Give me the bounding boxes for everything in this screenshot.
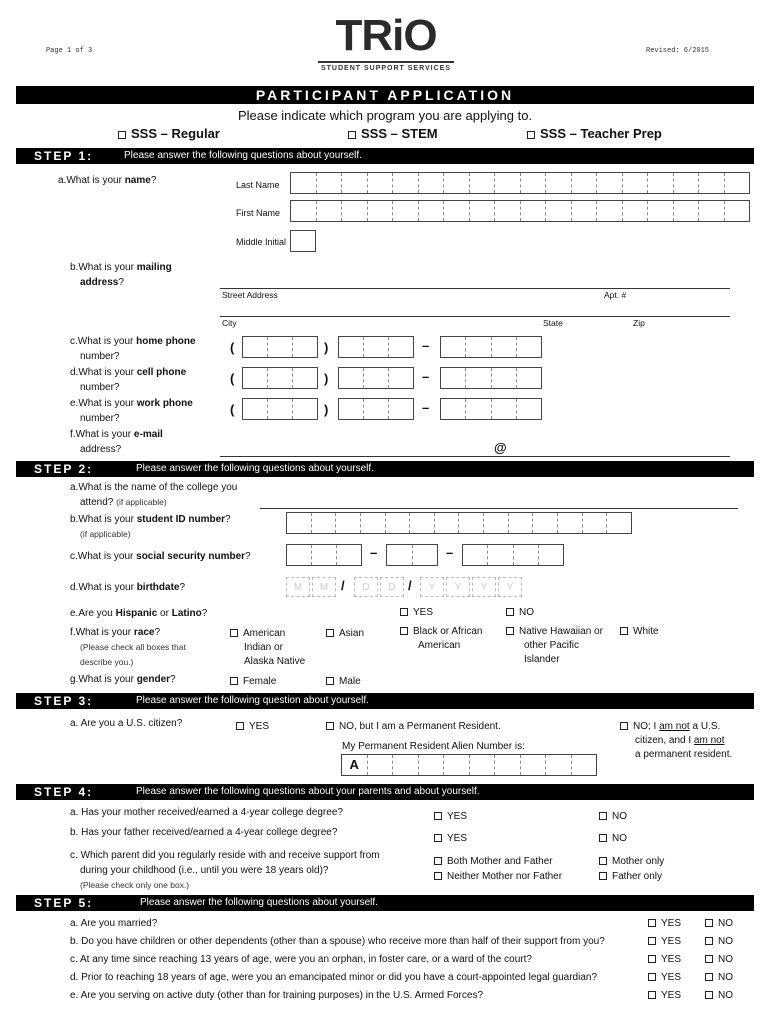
checkbox-icon[interactable] — [705, 937, 713, 945]
emancipated-no-option[interactable]: NO — [705, 971, 733, 985]
race-white-option[interactable]: White — [620, 625, 659, 639]
checkbox-icon[interactable] — [434, 834, 442, 842]
step-instruction: Please answer the following question about yourself. — [136, 695, 369, 706]
checkbox-icon[interactable] — [236, 722, 244, 730]
checkbox-icon[interactable] — [326, 677, 334, 685]
paren-open: ( — [230, 340, 235, 355]
first-name-input[interactable] — [290, 200, 750, 222]
question-armed-forces: e. Are you serving on active duty (other than for training purposes) in the U.S. Armed Forces? — [70, 990, 483, 1001]
question-father-degree: b. Has your father received/earned a 4-year college degree? — [70, 827, 338, 838]
trio-logo — [318, 11, 454, 72]
cell-phone-area-input[interactable] — [242, 367, 318, 389]
slash: / — [408, 578, 412, 593]
mother-degree-yes-option[interactable]: YES — [434, 810, 467, 824]
step-label: STEP 5: — [34, 896, 94, 910]
work-phone-prefix-input[interactable] — [338, 398, 414, 420]
page-title: PARTICIPANT APPLICATION — [16, 86, 754, 104]
question-emancipated: d. Prior to reaching 18 years of age, were you an emancipated minor or did you have a court-appointed legal guardian? — [70, 972, 597, 983]
checkbox-icon[interactable] — [118, 131, 126, 139]
middle-initial-input[interactable] — [290, 230, 316, 252]
street-address-line[interactable] — [220, 288, 730, 289]
label-state: State — [543, 318, 563, 328]
page-subtitle: Please indicate which program you are applying to. — [237, 108, 533, 123]
parent-neither-option[interactable]: Neither Mother nor Father — [434, 870, 562, 884]
race-hawaiian-option[interactable]: Native Hawaiian or other Pacific Islander — [506, 625, 603, 667]
race-american-indian-option[interactable]: American Indian or Alaska Native — [230, 627, 305, 669]
dash: – — [370, 545, 378, 560]
question-citizen: a. Are you a U.S. citizen? — [70, 718, 183, 729]
page-number: Page 1 of 3 — [46, 47, 93, 55]
question-birthdate: d.What is your birthdate? — [70, 582, 186, 593]
student-id-input[interactable] — [286, 512, 632, 534]
parent-mother-only-option[interactable]: Mother only — [599, 855, 664, 869]
step-1-header — [16, 148, 754, 164]
dash: – — [422, 369, 430, 384]
step-instruction: Please answer the following questions about yourself. — [136, 463, 374, 474]
question-name: a.What is your name? — [58, 175, 157, 186]
married-no-option[interactable]: NO — [705, 917, 733, 931]
ssn-part2-input[interactable] — [386, 544, 438, 566]
emancipated-yes-option[interactable]: YES — [648, 971, 681, 985]
hispanic-no-option[interactable]: NO — [506, 606, 534, 620]
birth-year-input[interactable]: Y Y Y Y — [420, 577, 524, 597]
label-street: Street Address — [222, 290, 278, 300]
race-black-option[interactable]: Black or African American — [400, 625, 482, 653]
checkbox-icon[interactable] — [648, 919, 656, 927]
paren-open: ( — [230, 402, 235, 417]
father-degree-no-option[interactable]: NO — [599, 832, 627, 846]
revision-date: Revised: 6/2015 — [646, 47, 710, 55]
ssn-part3-input[interactable] — [462, 544, 564, 566]
paren-open: ( — [230, 371, 235, 386]
checkbox-icon[interactable] — [400, 627, 408, 635]
armed-forces-no-option[interactable]: NO — [705, 989, 733, 1003]
question-email: f.What is your e-mail address? — [70, 429, 163, 455]
question-dependents: b. Do you have children or other dependents (other than a spouse) who receive more than half of their support from you? — [70, 936, 605, 947]
checkbox-icon[interactable] — [648, 973, 656, 981]
step-3-header — [16, 693, 754, 709]
parent-both-option[interactable]: Both Mother and Father — [434, 855, 553, 869]
orphan-yes-option[interactable]: YES — [648, 953, 681, 967]
question-orphan: c. At any time since reaching 13 years of age, were you an orphan, in foster care, or a ward of the court? — [70, 954, 532, 965]
citizen-yes-option[interactable]: YES — [236, 720, 269, 734]
checkbox-icon[interactable] — [326, 629, 334, 637]
question-cell-phone: d.What is your cell phone number? — [70, 367, 187, 393]
race-asian-option[interactable]: Asian — [326, 627, 364, 641]
step-4-header — [16, 784, 754, 800]
question-married: a. Are you married? — [70, 918, 158, 929]
checkbox-icon[interactable] — [648, 991, 656, 999]
gender-male-option[interactable]: Male — [326, 675, 361, 689]
city-state-zip-line[interactable] — [220, 316, 730, 317]
alien-number-input[interactable]: A — [341, 754, 597, 776]
label-middle-initial: Middle Initial — [236, 237, 287, 247]
work-phone-line-input[interactable] — [440, 398, 542, 420]
paren-close: ) — [324, 402, 329, 417]
alien-number-label: My Permanent Resident Alien Number is: — [342, 741, 525, 752]
question-race: f.What is your race? (Please check all boxes that describe you.) — [70, 627, 186, 667]
checkbox-icon[interactable] — [599, 872, 607, 880]
program-option-teacher-prep[interactable] — [527, 126, 662, 141]
gender-female-option[interactable]: Female — [230, 675, 276, 689]
checkbox-icon[interactable] — [705, 991, 713, 999]
step-instruction: Please answer the following questions about yourself. — [140, 897, 378, 908]
logo-subtitle: STUDENT SUPPORT SERVICES — [320, 65, 452, 72]
checkbox-icon[interactable] — [620, 722, 628, 730]
question-ssn: c.What is your social security number? — [70, 551, 251, 562]
question-work-phone: e.What is your work phone number? — [70, 398, 193, 424]
label-city: City — [222, 318, 237, 328]
checkbox-icon[interactable] — [620, 627, 628, 635]
paren-close: ) — [324, 371, 329, 386]
step-label: STEP 4: — [34, 785, 94, 799]
question-home-phone: c.What is your home phone number? — [70, 336, 196, 362]
slash: / — [341, 578, 345, 593]
checkbox-icon[interactable] — [326, 722, 334, 730]
checkbox-icon[interactable] — [506, 627, 514, 635]
label-zip: Zip — [633, 318, 645, 328]
mother-degree-no-option[interactable]: NO — [599, 810, 627, 824]
dependents-no-option[interactable]: NO — [705, 935, 733, 949]
question-student-id: b.What is your student ID number? (if applicable) — [70, 514, 231, 539]
step-instruction: Please answer the following questions about your parents and about yourself. — [136, 786, 480, 797]
question-college: a.What is the name of the college you attend? (if applicable) — [70, 482, 238, 508]
question-mother-degree: a. Has your mother received/earned a 4-year college degree? — [70, 807, 343, 818]
checkbox-icon[interactable] — [705, 955, 713, 963]
program-label: SSS – STEM — [361, 126, 438, 141]
birth-day-input[interactable]: D D — [354, 577, 406, 597]
step-2-header — [16, 461, 754, 477]
step-label: STEP 1: — [34, 149, 94, 163]
step-label: STEP 2: — [34, 462, 94, 476]
program-label: SSS – Teacher Prep — [540, 126, 662, 141]
program-option-regular[interactable] — [118, 126, 220, 141]
orphan-no-option[interactable]: NO — [705, 953, 733, 967]
checkbox-icon[interactable] — [434, 857, 442, 865]
checkbox-icon[interactable] — [348, 131, 356, 139]
checkbox-icon[interactable] — [648, 955, 656, 963]
email-input-line[interactable] — [220, 456, 730, 457]
checkbox-icon[interactable] — [705, 919, 713, 927]
checkbox-icon[interactable] — [705, 973, 713, 981]
dash: – — [422, 400, 430, 415]
parent-father-only-option[interactable]: Father only — [599, 870, 662, 884]
father-degree-yes-option[interactable]: YES — [434, 832, 467, 846]
program-label: SSS – Regular — [131, 126, 220, 141]
step-label: STEP 3: — [34, 694, 94, 708]
checkbox-icon[interactable] — [400, 608, 408, 616]
home-phone-area-input[interactable] — [242, 336, 318, 358]
citizen-no-option[interactable]: NO; I am not a U.S. citizen, and I am not a permanent resident. — [620, 720, 732, 762]
question-hispanic: e.Are you Hispanic or Latino? — [70, 608, 208, 619]
question-gender: g.What is your gender? — [70, 674, 176, 685]
home-phone-line-input[interactable] — [440, 336, 542, 358]
cell-phone-prefix-input[interactable] — [338, 367, 414, 389]
cell-phone-line-input[interactable] — [440, 367, 542, 389]
home-phone-prefix-input[interactable] — [338, 336, 414, 358]
ssn-part1-input[interactable] — [286, 544, 362, 566]
program-option-stem[interactable] — [348, 126, 438, 141]
checkbox-icon[interactable] — [599, 834, 607, 842]
question-parent-residence: c. Which parent did you regularly reside with and receive support from during your childhood (i.e., until you were 18 years old)? (Please check only one box.) — [70, 850, 380, 890]
dash: – — [422, 338, 430, 353]
checkbox-icon[interactable] — [434, 812, 442, 820]
checkbox-icon[interactable] — [434, 872, 442, 880]
label-apt: Apt. # — [604, 290, 627, 300]
checkbox-icon[interactable] — [599, 857, 607, 865]
checkbox-icon[interactable] — [527, 131, 535, 139]
armed-forces-yes-option[interactable]: YES — [648, 989, 681, 1003]
step-5-header — [16, 895, 754, 911]
step-instruction: Please answer the following questions about yourself. — [124, 150, 362, 161]
label-last-name: Last Name — [236, 180, 280, 190]
checkbox-icon[interactable] — [599, 812, 607, 820]
at-sign: @ — [494, 440, 507, 455]
citizen-permanent-resident-option[interactable]: NO, but I am a Permanent Resident. — [326, 720, 501, 734]
logo-word: TRiO — [335, 11, 437, 60]
married-yes-option[interactable]: YES — [648, 917, 681, 931]
checkbox-icon[interactable] — [230, 677, 238, 685]
work-phone-area-input[interactable] — [242, 398, 318, 420]
last-name-input[interactable] — [290, 172, 750, 194]
birth-month-input[interactable]: M M — [286, 577, 338, 597]
dependents-yes-option[interactable]: YES — [648, 935, 681, 949]
college-input-line[interactable] — [260, 508, 738, 509]
dash: – — [446, 545, 454, 560]
paren-close: ) — [324, 340, 329, 355]
question-mailing-address: b.What is your mailing address? — [70, 262, 172, 288]
checkbox-icon[interactable] — [506, 608, 514, 616]
checkbox-icon[interactable] — [230, 629, 238, 637]
label-first-name: First Name — [236, 208, 281, 218]
hispanic-yes-option[interactable]: YES — [400, 606, 433, 620]
checkbox-icon[interactable] — [648, 937, 656, 945]
